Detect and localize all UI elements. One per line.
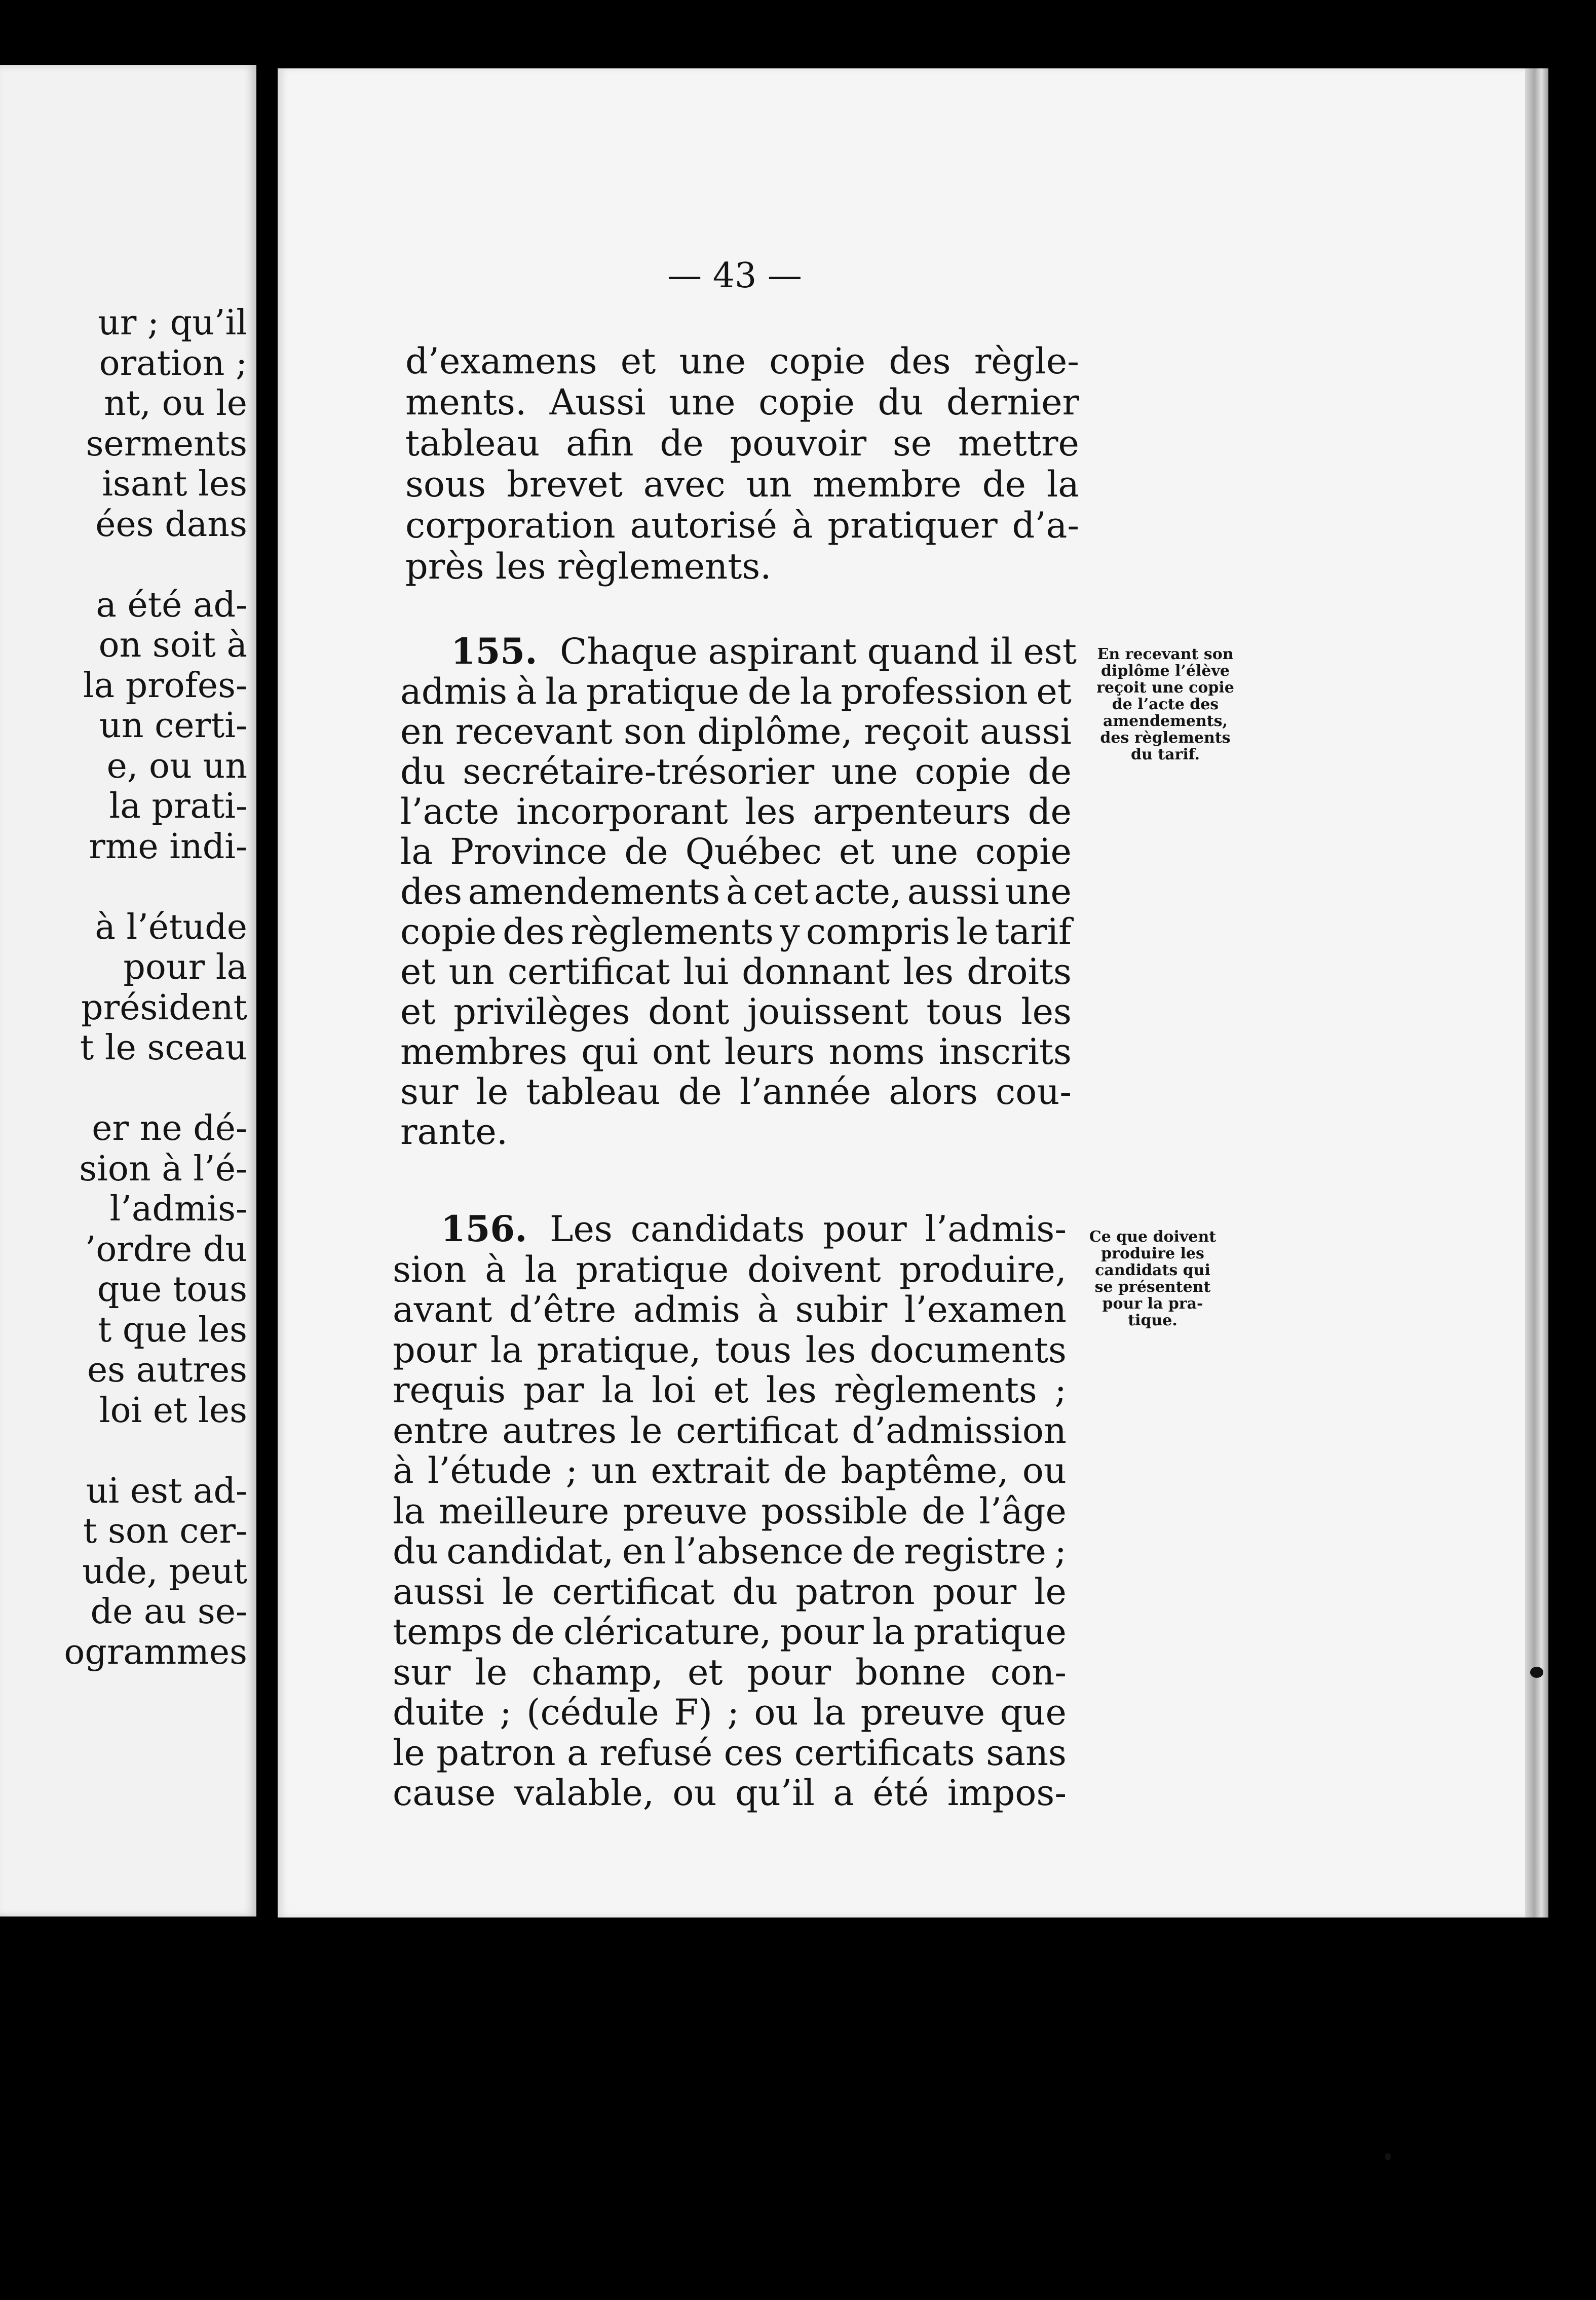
left-page-line: pour la bbox=[123, 947, 247, 987]
left-page-line: oration ; bbox=[99, 343, 247, 384]
section-155-line: sur le tableau de l’année alors cou- bbox=[400, 1071, 1072, 1113]
left-page-line: ées dans bbox=[95, 504, 247, 545]
section-number: 156. bbox=[441, 1208, 527, 1250]
left-page-line: la prati- bbox=[109, 786, 247, 826]
margin-note-line: En recevant son bbox=[1097, 645, 1234, 663]
section-number-156 bbox=[441, 1208, 527, 1250]
left-page-line: sion à l’é- bbox=[79, 1148, 247, 1189]
intro-line: d’examens et une copie des règle- bbox=[405, 340, 1079, 382]
section-155-line: membres qui ont leurs noms inscrits bbox=[400, 1031, 1072, 1072]
section-155-line: rante. bbox=[400, 1111, 508, 1153]
margin-note-155 bbox=[1077, 646, 1254, 763]
intro-line: sous brevet avec un membre de la bbox=[405, 464, 1079, 505]
margin-note-156 bbox=[1067, 1229, 1239, 1329]
page-number: — 43 — bbox=[667, 256, 802, 296]
intro-line: près les règlements. bbox=[405, 546, 772, 587]
left-page-line: t son cer- bbox=[83, 1511, 247, 1551]
left-page-line: ur ; qu’il bbox=[98, 303, 247, 343]
left-page-line: t que les bbox=[97, 1310, 247, 1350]
section-number-155 bbox=[451, 631, 538, 672]
left-page-line: e, ou un bbox=[106, 746, 247, 786]
left-page-line: ’ordre du bbox=[85, 1229, 247, 1270]
intro-line: corporation autorisé à pratiquer d’a- bbox=[405, 505, 1079, 546]
section-156-line: requis par la loi et les règlements ; bbox=[393, 1369, 1067, 1411]
left-page-line: à l’étude bbox=[95, 907, 247, 947]
section-156-line: temps de cléricature, pour la pratique bbox=[393, 1611, 1067, 1653]
left-page-line: président bbox=[81, 987, 247, 1028]
section-156-line: à l’étude ; un extrait de baptême, ou bbox=[393, 1450, 1067, 1491]
left-page bbox=[0, 65, 256, 1916]
section-156-line: entre autres le certificat d’admission bbox=[393, 1409, 1067, 1451]
margin-note-line: de l’acte des bbox=[1112, 696, 1219, 713]
section-155-line: et privilèges dont jouissent tous les bbox=[400, 991, 1072, 1032]
section-156-line: sion à la pratique doivent produire, bbox=[393, 1248, 1067, 1290]
left-page-line: es autres bbox=[87, 1350, 247, 1390]
section-155-line: la Province de Québec et une copie bbox=[400, 831, 1072, 872]
margin-note-line: tique. bbox=[1128, 1312, 1177, 1329]
section-155-line: des amendements à cet acte, aussi une bbox=[400, 871, 1072, 912]
section-156-line: duite ; (cédule F) ; ou la preuve que bbox=[393, 1692, 1067, 1733]
section-155-line: copie des règlements y compris le tarif bbox=[400, 911, 1072, 952]
scan-speck bbox=[1385, 2153, 1391, 2160]
left-page-line: serments bbox=[86, 424, 247, 464]
intro-line: ments. Aussi une copie du dernier bbox=[405, 381, 1079, 423]
margin-note-line: pour la pra- bbox=[1102, 1295, 1203, 1313]
section-156-line: le patron a refusé ces certificats sans bbox=[393, 1732, 1067, 1774]
margin-note-line: produire les bbox=[1101, 1245, 1204, 1262]
left-page-line: l’admis- bbox=[109, 1189, 247, 1229]
section-156-line: du candidat, en l’absence de registre ; bbox=[393, 1530, 1067, 1572]
section-155-line: et un certificat lui donnant les droits bbox=[400, 951, 1072, 992]
section-156-line: aussi le certificat du patron pour le bbox=[393, 1570, 1067, 1613]
left-page-line: ui est ad- bbox=[86, 1471, 247, 1511]
section-156-line: Les candidats pour l’admis- bbox=[550, 1208, 1067, 1250]
section-155-line: en recevant son diplôme, reçoit aussi bbox=[400, 711, 1072, 752]
scan-speck bbox=[1530, 1667, 1543, 1678]
section-156-line: la meilleure preuve possible de l’âge bbox=[393, 1490, 1067, 1532]
margin-note-line: des règlements bbox=[1100, 729, 1231, 747]
left-page-line: un certi- bbox=[99, 706, 247, 746]
margin-note-line: candidats qui bbox=[1095, 1261, 1210, 1279]
section-155-line: l’acte incorporant les arpenteurs de bbox=[400, 791, 1072, 832]
margin-note-line: diplôme l’élève bbox=[1101, 662, 1230, 680]
section-156-line: pour la pratique, tous les documents bbox=[393, 1329, 1067, 1371]
left-page-line: er ne dé- bbox=[92, 1108, 247, 1148]
left-page-line: loi et les bbox=[99, 1390, 247, 1431]
section-155-line: du secrétaire-trésorier une copie de bbox=[400, 751, 1072, 792]
left-page-line: la profes- bbox=[83, 665, 247, 706]
left-page-line: a été ad- bbox=[96, 585, 247, 625]
left-page-line: isant les bbox=[102, 464, 247, 504]
section-156-line: avant d’être admis à subir l’examen bbox=[393, 1289, 1067, 1330]
margin-note-line: amendements, bbox=[1103, 712, 1228, 730]
section-number: 155. bbox=[451, 630, 538, 672]
left-page-line: ogrammes bbox=[64, 1632, 247, 1672]
left-page-line: nt, ou le bbox=[104, 384, 247, 424]
page-edge bbox=[1525, 68, 1548, 1918]
margin-note-line: se présentent bbox=[1094, 1278, 1211, 1296]
section-156-line: sur le champ, et pour bonne con- bbox=[393, 1651, 1067, 1693]
left-page-line: on soit à bbox=[98, 625, 247, 665]
section-155-line: Chaque aspirant quand il est bbox=[560, 631, 1077, 672]
left-page-line: rme indi- bbox=[89, 826, 247, 867]
section-156-line: cause valable, ou qu’il a été impos- bbox=[393, 1772, 1067, 1814]
left-page-line: t le sceau bbox=[80, 1028, 247, 1068]
section-155-line: admis à la pratique de la profession et bbox=[400, 671, 1072, 712]
intro-line: tableau afin de pouvoir se mettre bbox=[405, 423, 1079, 464]
margin-note-line: Ce que doivent bbox=[1089, 1228, 1217, 1246]
left-page-line: que tous bbox=[97, 1270, 247, 1310]
margin-note-line: reçoit une copie bbox=[1096, 679, 1234, 697]
margin-note-line: du tarif. bbox=[1130, 746, 1200, 763]
left-page-line: ude, peut bbox=[82, 1551, 247, 1592]
left-page-line: de au se- bbox=[90, 1592, 247, 1632]
